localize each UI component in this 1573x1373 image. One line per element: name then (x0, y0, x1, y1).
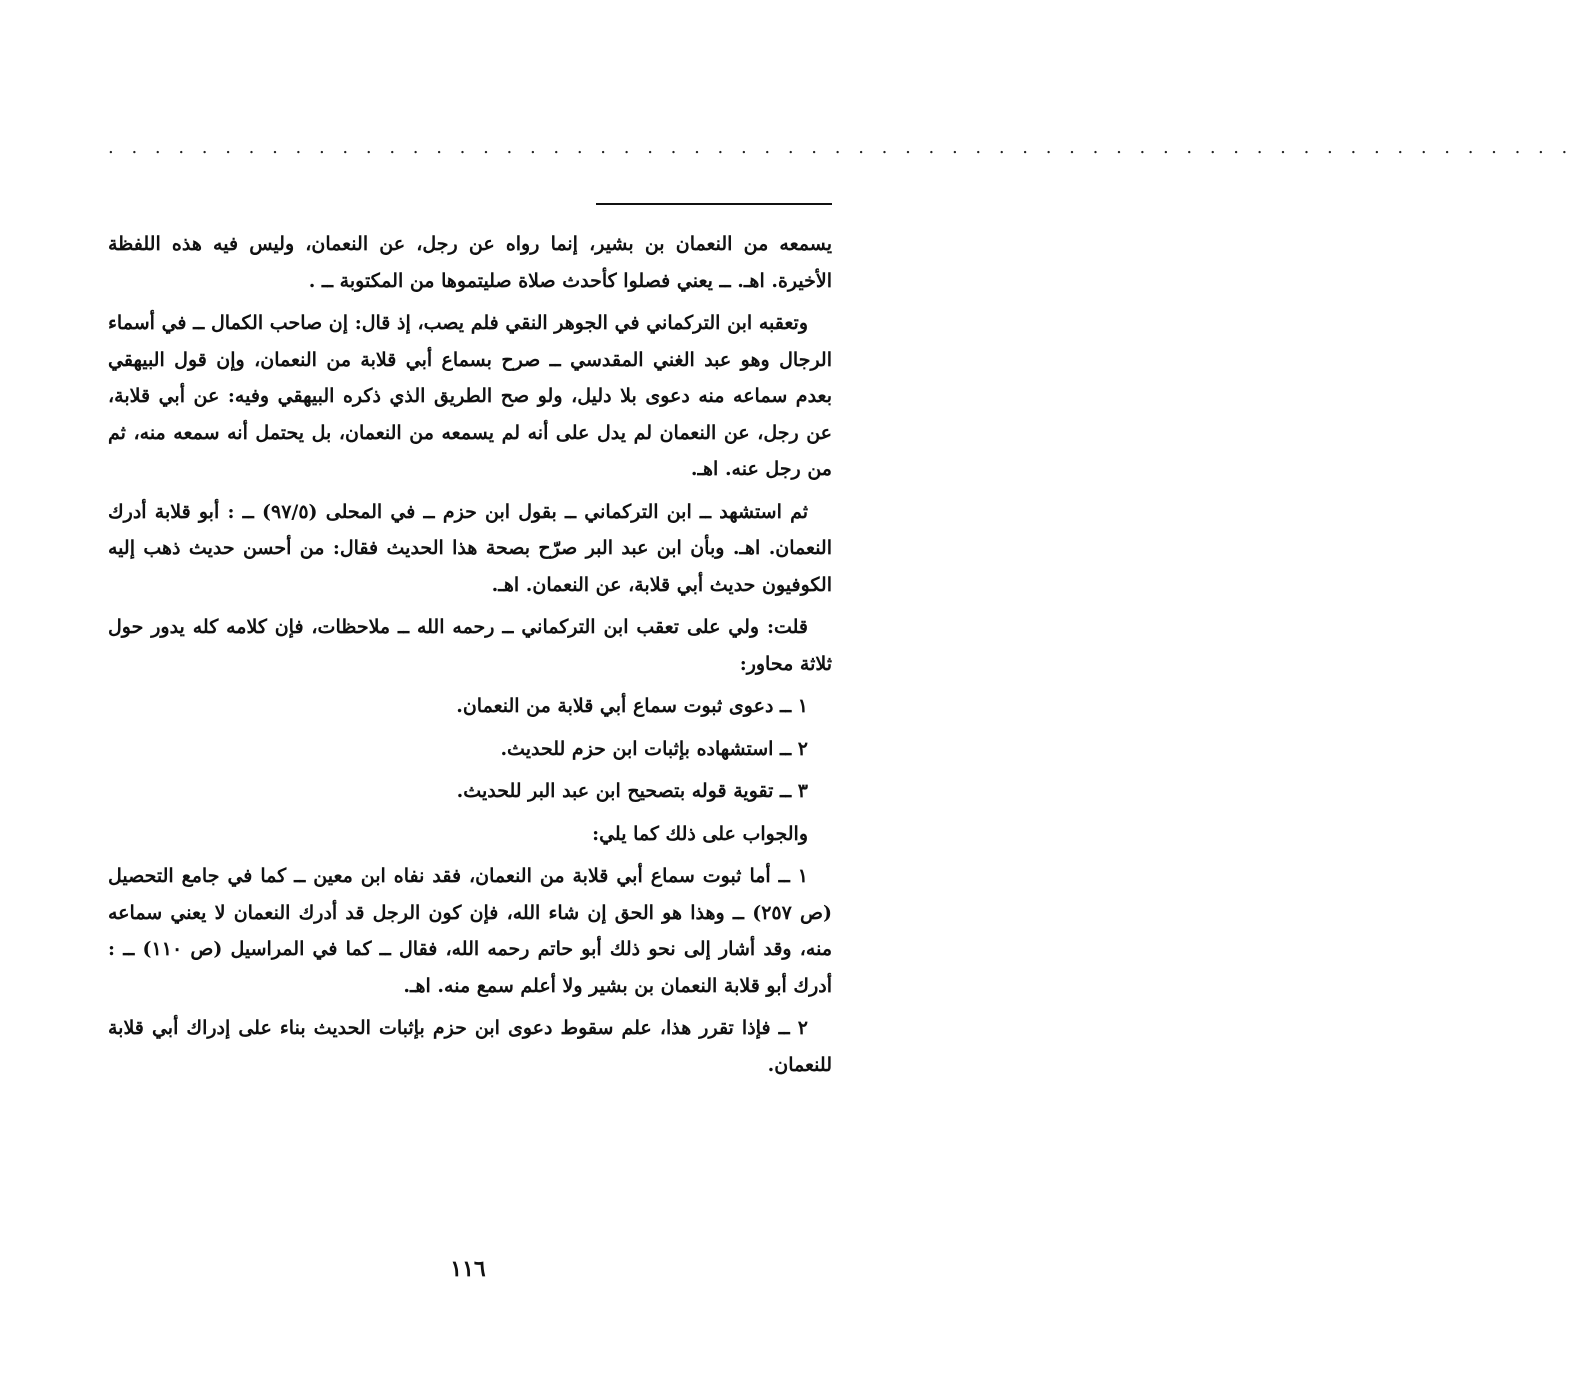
paragraph-ibn-hazm: ثم استشهد ــ ابن التركماني ــ بقول ابن حزم ــ في المحلى (٩٧/٥) ــ : أبو قلابة أدرك النعمان. اهـ. وبأن ابن عبد البر صرّح بصحة هذا الحديث فقال: من أحسن حديث ذهب إليه الكوفيون حديث أبي قلابة، عن النعمان. اهـ. (108, 500, 832, 596)
paragraph-continuation: يسمعه من النعمان بن بشير، إنما رواه عن رجل، عن النعمان، وليس فيه هذه اللفظة الأخيرة. اهـ. ــ يعني فصلوا كأحدث صلاة صليتموها من المكتوبة ــ . (108, 233, 832, 292)
paragraph-answer-intro: والجواب على ذلك كما يلي: (592, 822, 808, 845)
paragraph-observations: قلت: ولي على تعقب ابن التركماني ــ رحمه الله ــ ملاحظات، فإن كلامه كله يدور حول ثلاثة محاور: (108, 616, 832, 675)
footnote-rule (596, 203, 832, 205)
paragraph-answer-one: ١ ــ أما ثبوت سماع أبي قلابة من النعمان، فقد نفاه ابن معين ــ كما في جامع التحصيل (ص ٢٥٧) ــ وهذا هو الحق إن شاء الله، فإن كون الرجل قد أدرك النعمان لا يعني سماعه منه، وقد أشار إلى نحو ذلك أبو حاتم رحمه الله، فقال ــ كما في المراسيل (ص ١١٠) ــ : أدرك أبو قلابة النعمان بن بشير ولا أعلم سمع منه. اهـ. (108, 865, 832, 997)
body-text (108, 226, 832, 1089)
paragraph-ibn-turkmani: وتعقبه ابن التركماني في الجوهر النقي فلم يصب، إذ قال: إن صاحب الكمال ــ في أسماء الرجال وهو عبد الغني المقدسي ــ صرح بسماع أبي قلابة من النعمان، وإن قول البيهقي بعدم سماعه منه دعوى بلا دليل، ولو صح الطريق الذي ذكره البيهقي وفيه: عن أبي قلابة، عن رجل، عن النعمان لم يدل على أنه لم يسمعه من النعمان، بل يحتمل أنه سمعه منه، ثم من رجل عنه. اهـ. (108, 312, 832, 480)
list-item: ١ ــ دعوى ثبوت سماع أبي قلابة من النعمان. (456, 695, 808, 717)
dotted-separator: . . . . . . . . . . . . . . . . . . . . . . . . . . . . . . . . . . . . . . . . . . . . . . . . . . . . . . . . . . . . . . . (108, 137, 1573, 158)
page-number: ١١٦ (450, 1256, 486, 1282)
list-item: ٢ ــ استشهاده بإثبات ابن حزم للحديث. (500, 737, 808, 760)
paragraph-answer-two: ٢ ــ فإذا تقرر هذا، علم سقوط دعوى ابن حزم بإثبات الحديث بناء على إدراك أبي قلابة للنعمان. (108, 1017, 832, 1076)
list-item: ٣ ــ تقوية قوله بتصحيح ابن عبد البر للحديث. (456, 780, 808, 802)
